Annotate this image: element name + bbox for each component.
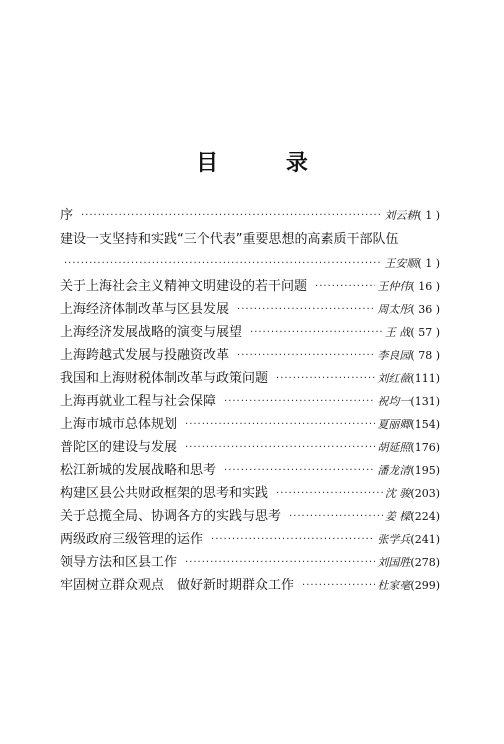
- dot-leader: [285, 505, 383, 528]
- toc-entry: [60, 275, 440, 298]
- toc-entry: [60, 204, 440, 227]
- toc-entry-page: (195): [410, 464, 440, 477]
- toc-entry-title: 序: [60, 208, 74, 223]
- dot-leader: [272, 482, 383, 505]
- toc-entry-author: 沈 骏: [384, 487, 411, 500]
- dot-leader: [181, 551, 375, 574]
- toc-entry-author: 杜家毫: [377, 579, 411, 592]
- toc-entry-title: 关于总揽全局、协调各方的实践与思考: [60, 509, 282, 524]
- toc-entry-author: 李良园: [377, 349, 411, 362]
- toc-entry-author: 王安顺: [384, 257, 418, 270]
- dot-leader: [298, 574, 375, 597]
- toc-entry-author: 王 战: [384, 326, 411, 339]
- toc-entry-author: 王仲伟: [377, 280, 411, 293]
- toc-entry: [60, 459, 440, 482]
- toc-entry-title: 上海经济体制改革与区县发展: [60, 302, 230, 317]
- dot-leader: [207, 528, 375, 551]
- toc-entry-page: (278): [410, 556, 440, 569]
- toc-entry-title: 建设一支坚持和实践“三个代表”重要思想的高素质干部队伍: [60, 232, 399, 247]
- toc-entry-title: 松江新城的发展战略和思考: [60, 463, 217, 478]
- toc-entry-author: 刘国胜: [377, 556, 411, 569]
- toc-entry: [60, 252, 440, 275]
- toc-entry-page: ( 16 ): [410, 280, 440, 293]
- toc-entry-page: (203): [410, 487, 440, 500]
- dot-leader: [246, 321, 383, 344]
- toc-entry: [60, 390, 440, 413]
- toc-entry-page: ( 1 ): [417, 209, 440, 222]
- dot-leader: [272, 367, 375, 390]
- toc-entry-page: (241): [410, 533, 440, 546]
- toc-entry-page: ( 1 ): [417, 257, 440, 270]
- toc-entry-author: 胡延照: [377, 441, 411, 454]
- toc-entry-author: 张学兵: [377, 533, 411, 546]
- toc-entry-page: ( 57 ): [410, 326, 440, 339]
- toc-entry-page: (131): [410, 395, 440, 408]
- dot-leader: [233, 344, 375, 367]
- toc-entry: [60, 298, 440, 321]
- toc-entry-page: (154): [410, 418, 440, 431]
- toc-entry-author: 夏丽卿: [377, 418, 411, 431]
- dot-leader: [220, 459, 375, 482]
- toc-entry-title: 关于上海社会主义精神文明建设的若干问题: [60, 279, 308, 294]
- dot-leader: [60, 252, 382, 275]
- dot-leader: [77, 204, 382, 227]
- dot-leader: [220, 390, 375, 413]
- toc-entry-title: 上海市城市总体规划: [60, 417, 178, 432]
- toc-entry-page: ( 36 ): [410, 303, 440, 316]
- toc-entry-page: (299): [410, 579, 440, 592]
- toc-entry-page: ( 78 ): [410, 349, 440, 362]
- toc-entry: [60, 551, 440, 574]
- toc-entry-author: 周太彤: [377, 303, 411, 316]
- toc-entry: [60, 436, 440, 459]
- table-of-contents: [60, 204, 440, 597]
- toc-entry-title: 普陀区的建设与发展: [60, 440, 178, 455]
- toc-entry: [60, 367, 440, 390]
- toc-entry-author: 祝均一: [377, 395, 411, 408]
- toc-entry-title-line: [60, 227, 440, 252]
- toc-entry-title: 两级政府三级管理的运作: [60, 532, 204, 547]
- toc-entry: [60, 574, 440, 597]
- toc-entry-page: (176): [410, 441, 440, 454]
- toc-entry-author: 刘云耕: [384, 209, 418, 222]
- toc-entry-title: 上海再就业工程与社会保障: [60, 394, 217, 409]
- dot-leader: [311, 275, 375, 298]
- toc-entry-title: 领导方法和区县工作: [60, 555, 178, 570]
- dot-leader: [181, 413, 375, 436]
- toc-entry: [60, 528, 440, 551]
- toc-entry-author: 刘红薇: [377, 372, 411, 385]
- toc-entry-page: (224): [410, 510, 440, 523]
- toc-entry: [60, 344, 440, 367]
- toc-entry-title: 上海经济发展战略的演变与展望: [60, 325, 243, 340]
- toc-entry-author: 潘龙清: [377, 464, 411, 477]
- dot-leader: [181, 436, 375, 459]
- toc-entry-page: (111): [410, 372, 440, 385]
- toc-entry-title: 上海跨越式发展与投融资改革: [60, 348, 230, 363]
- toc-entry: [60, 321, 440, 344]
- toc-entry-title: 构建区县公共财政框架的思考和实践: [60, 486, 269, 501]
- toc-entry-title: 牢固树立群众观点 做好新时期群众工作: [60, 578, 295, 593]
- toc-entry-title: 我国和上海财税体制改革与政策问题: [60, 371, 269, 386]
- toc-entry: [60, 505, 440, 528]
- page-title: 目 录: [196, 151, 338, 176]
- toc-entry: [60, 413, 440, 436]
- toc-entry-author: 姜 樑: [384, 510, 411, 523]
- dot-leader: [233, 298, 375, 321]
- toc-entry: [60, 482, 440, 505]
